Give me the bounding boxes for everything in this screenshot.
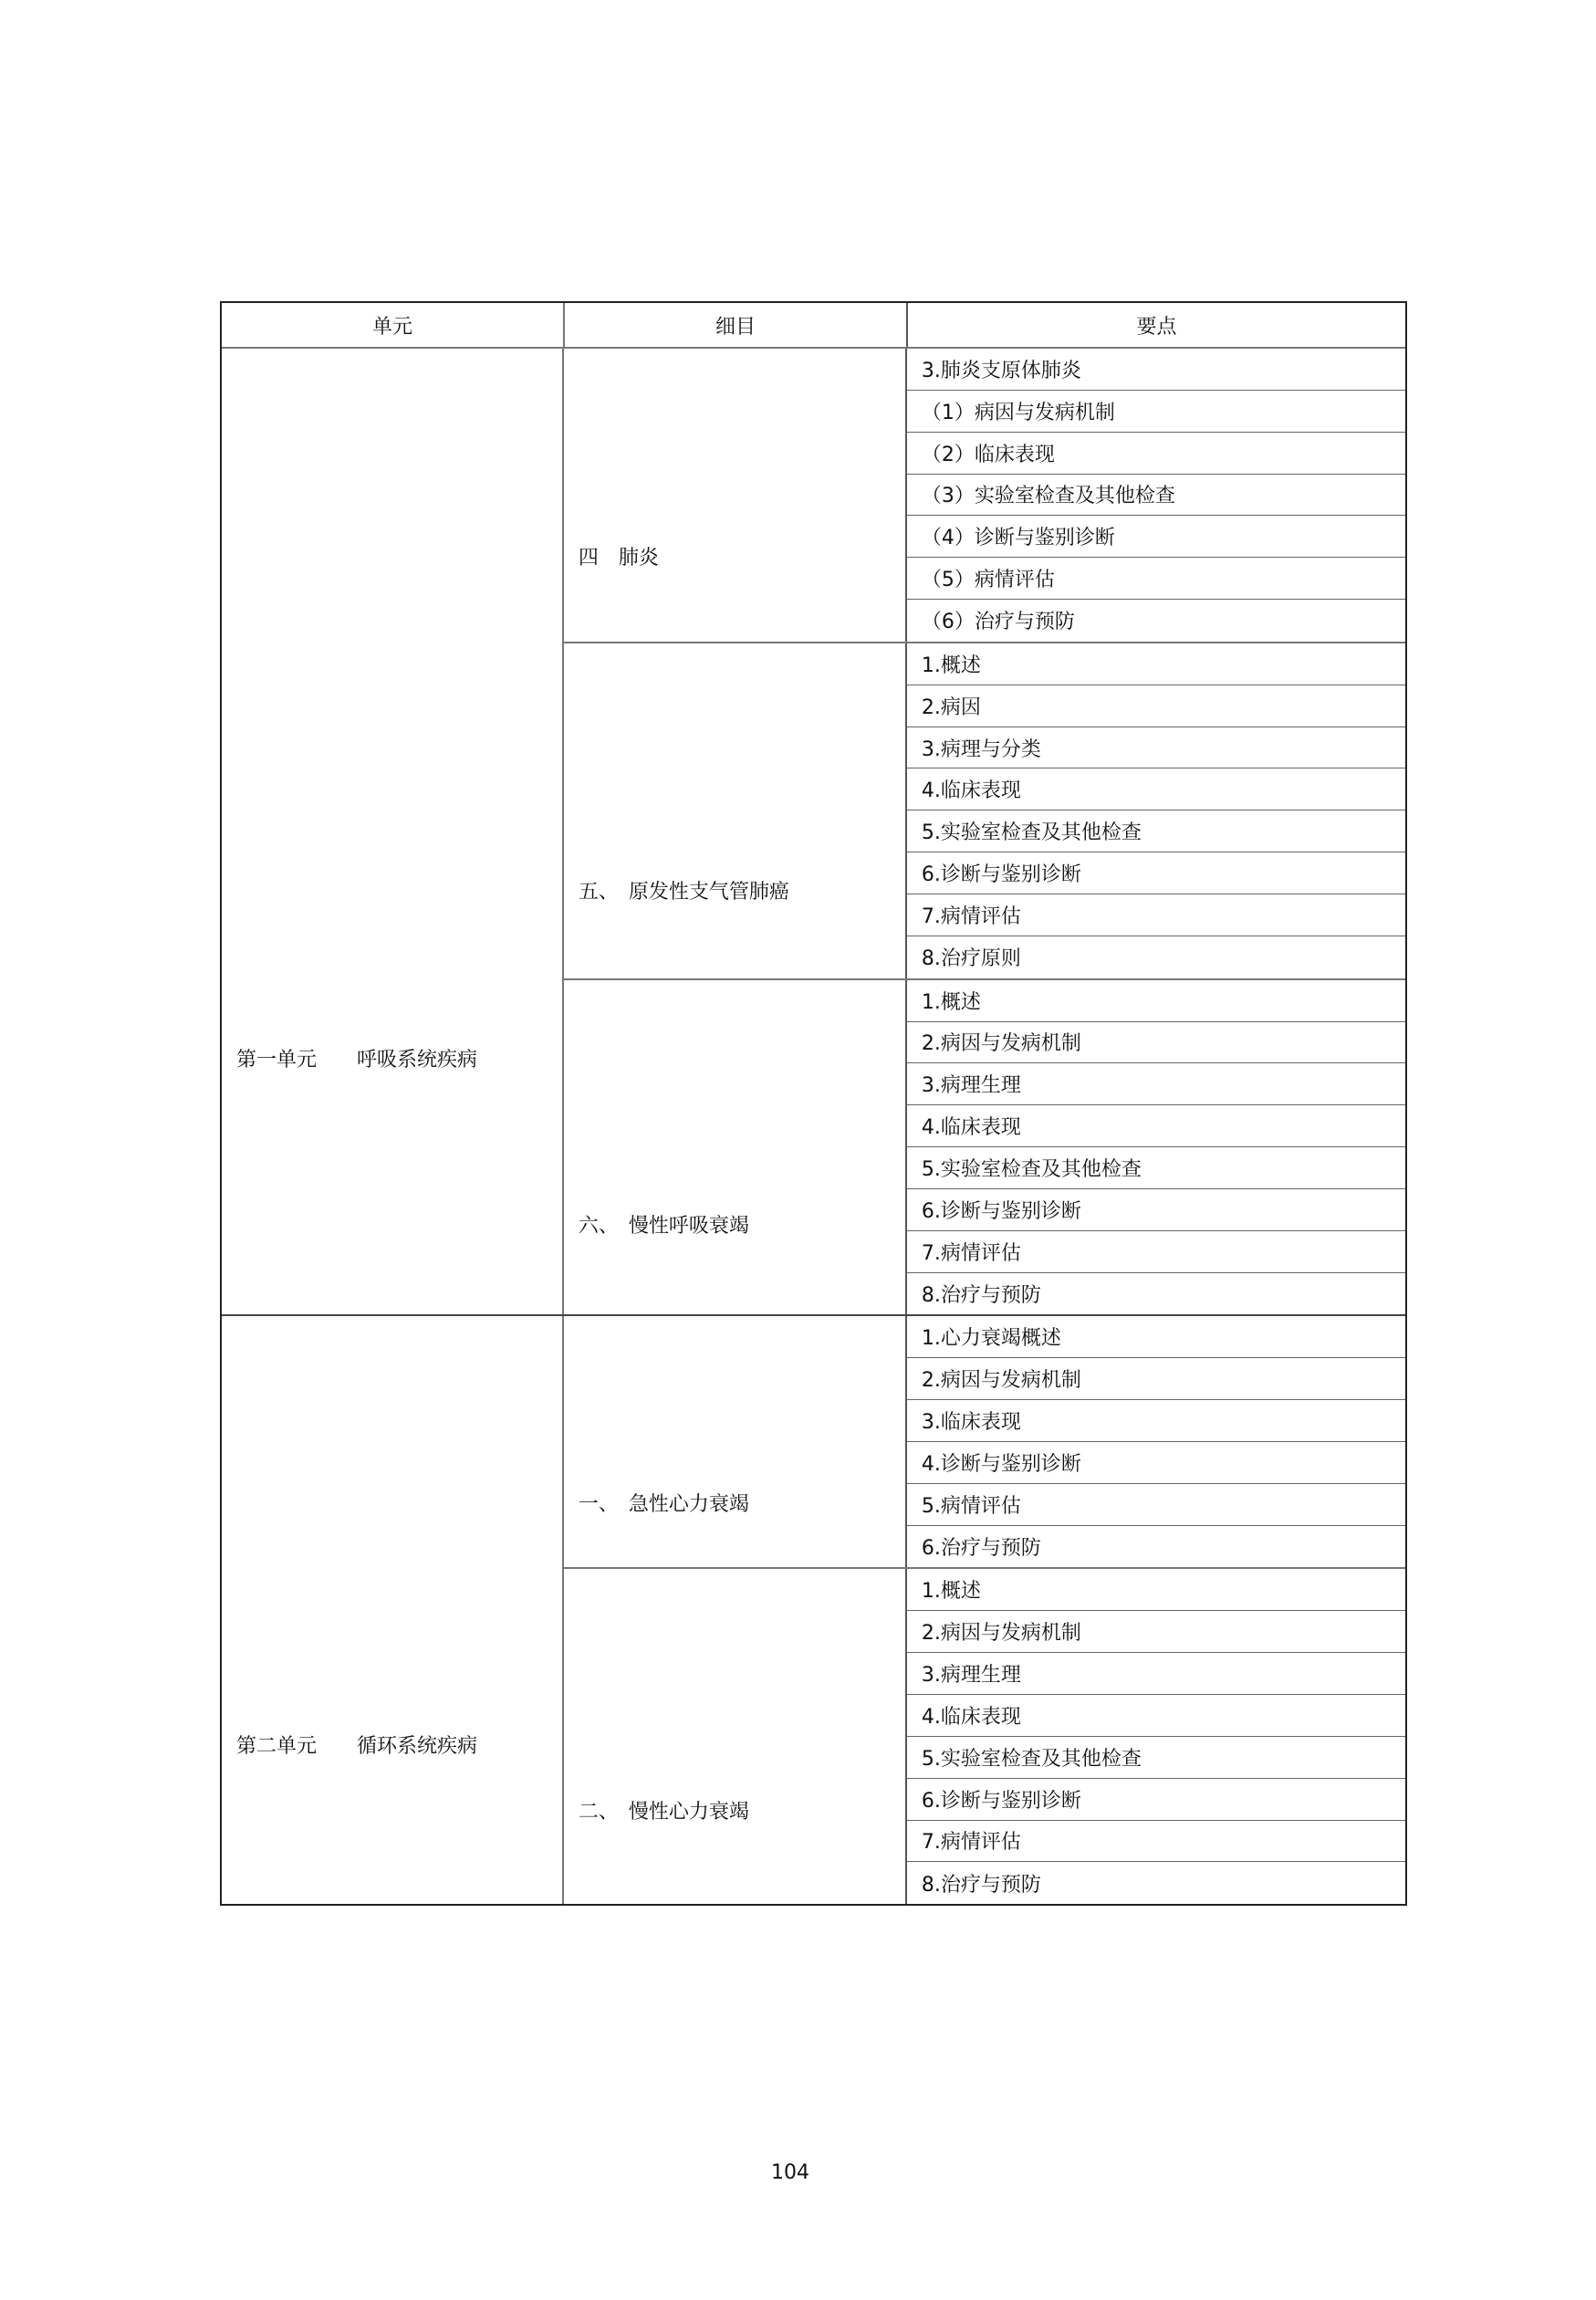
keypoint-row: 7.病情评估 [907, 1231, 1405, 1273]
section-group [564, 1316, 1405, 1569]
unit-group [222, 349, 1405, 1316]
keypoint-row: 5.实验室检查及其他检查 [907, 1737, 1405, 1779]
keypoint-row: 7.病情评估 [907, 1821, 1405, 1863]
subitem-cell [564, 643, 907, 978]
table-header [222, 303, 1405, 349]
keypoints-list [907, 643, 1405, 978]
keypoint-row: 7.病情评估 [907, 894, 1405, 936]
keypoint-row: 2.病因与发病机制 [907, 1022, 1405, 1064]
keypoint-row: 6.治疗与预防 [921, 1537, 1041, 1561]
header-unit: 单元 [222, 303, 565, 347]
subitem-cell [564, 1316, 907, 1567]
keypoint-row: （5）病情评估 [907, 558, 1405, 600]
keypoints-list [907, 349, 1405, 642]
unit-label: 第一单元 呼吸系统疾病 [236, 1049, 478, 1072]
keypoint-row: 3.病理与分类 [907, 727, 1405, 769]
keypoint-row: （6）治疗与预防 [921, 611, 1075, 634]
section-group [564, 349, 1405, 643]
keypoint-row: 3.病理生理 [907, 1653, 1405, 1695]
keypoint-row: （4）诊断与鉴别诊断 [907, 516, 1405, 558]
keypoint-row: 4.临床表现 [907, 1105, 1405, 1147]
section-group [564, 1569, 1405, 1904]
keypoint-row: 6.诊断与鉴别诊断 [907, 852, 1405, 894]
keypoint-row: 5.实验室检查及其他检查 [907, 1147, 1405, 1189]
unit-group [222, 1316, 1405, 1904]
keypoint-row: 1.概述 [907, 980, 1405, 1022]
keypoints-list [907, 1316, 1405, 1567]
subitem-label: 六、 慢性呼吸衰竭 [578, 1214, 749, 1238]
section-group [564, 643, 1405, 980]
subitem-cell [564, 349, 907, 642]
header-keypoints: 要点 [1136, 315, 1177, 339]
keypoint-row: 4.临床表现 [907, 768, 1405, 810]
subitem-label: 四 肺炎 [578, 547, 659, 570]
unit-label: 第二单元 循环系统疾病 [236, 1735, 478, 1759]
subitem-cell [564, 1569, 907, 1904]
keypoint-row: 1.心力衰竭概述 [907, 1316, 1405, 1358]
keypoint-row: 1.概述 [907, 643, 1405, 685]
sections-column [564, 349, 1405, 1314]
subitem-label: 二、 慢性心力衰竭 [578, 1801, 749, 1824]
keypoint-row: 4.临床表现 [907, 1695, 1405, 1737]
keypoints-list [907, 980, 1405, 1315]
unit-cell [222, 1316, 564, 1904]
keypoint-row: 3.肺炎支原体肺炎 [907, 349, 1405, 391]
keypoint-row: 2.病因与发病机制 [907, 1358, 1405, 1400]
keypoint-row: 8.治疗与预防 [921, 1283, 1041, 1307]
keypoint-row: 4.诊断与鉴别诊断 [907, 1442, 1405, 1484]
header-subitem: 细目 [565, 303, 908, 347]
keypoint-row: 3.病理生理 [907, 1063, 1405, 1105]
subitem-cell [564, 980, 907, 1315]
syllabus-table [220, 301, 1407, 1906]
section-group [564, 980, 1405, 1315]
unit-cell [222, 349, 564, 1314]
keypoint-row: 6.诊断与鉴别诊断 [907, 1189, 1405, 1231]
keypoints-list [907, 1569, 1405, 1904]
subitem-label: 五、 原发性支气管肺癌 [578, 880, 789, 904]
keypoint-row: 6.诊断与鉴别诊断 [907, 1779, 1405, 1821]
keypoint-row: 3.临床表现 [907, 1400, 1405, 1442]
keypoint-row: 2.病因与发病机制 [907, 1611, 1405, 1653]
keypoint-row: 5.实验室检查及其他检查 [907, 810, 1405, 852]
keypoint-row: （1）病因与发病机制 [907, 391, 1405, 433]
keypoint-row: 5.病情评估 [907, 1484, 1405, 1526]
keypoint-row: （3）实验室检查及其他检查 [907, 475, 1405, 517]
keypoint-row: 8.治疗原则 [921, 947, 1021, 971]
table-body [222, 349, 1405, 1904]
keypoint-row: 8.治疗与预防 [921, 1873, 1041, 1897]
keypoint-row: 2.病因 [907, 685, 1405, 727]
page-number: 104 [771, 2161, 809, 2184]
keypoint-row: （2）临床表现 [907, 433, 1405, 475]
subitem-label: 一、 急性心力衰竭 [578, 1493, 749, 1517]
sections-column [564, 1316, 1405, 1904]
keypoint-row: 1.概述 [907, 1569, 1405, 1611]
